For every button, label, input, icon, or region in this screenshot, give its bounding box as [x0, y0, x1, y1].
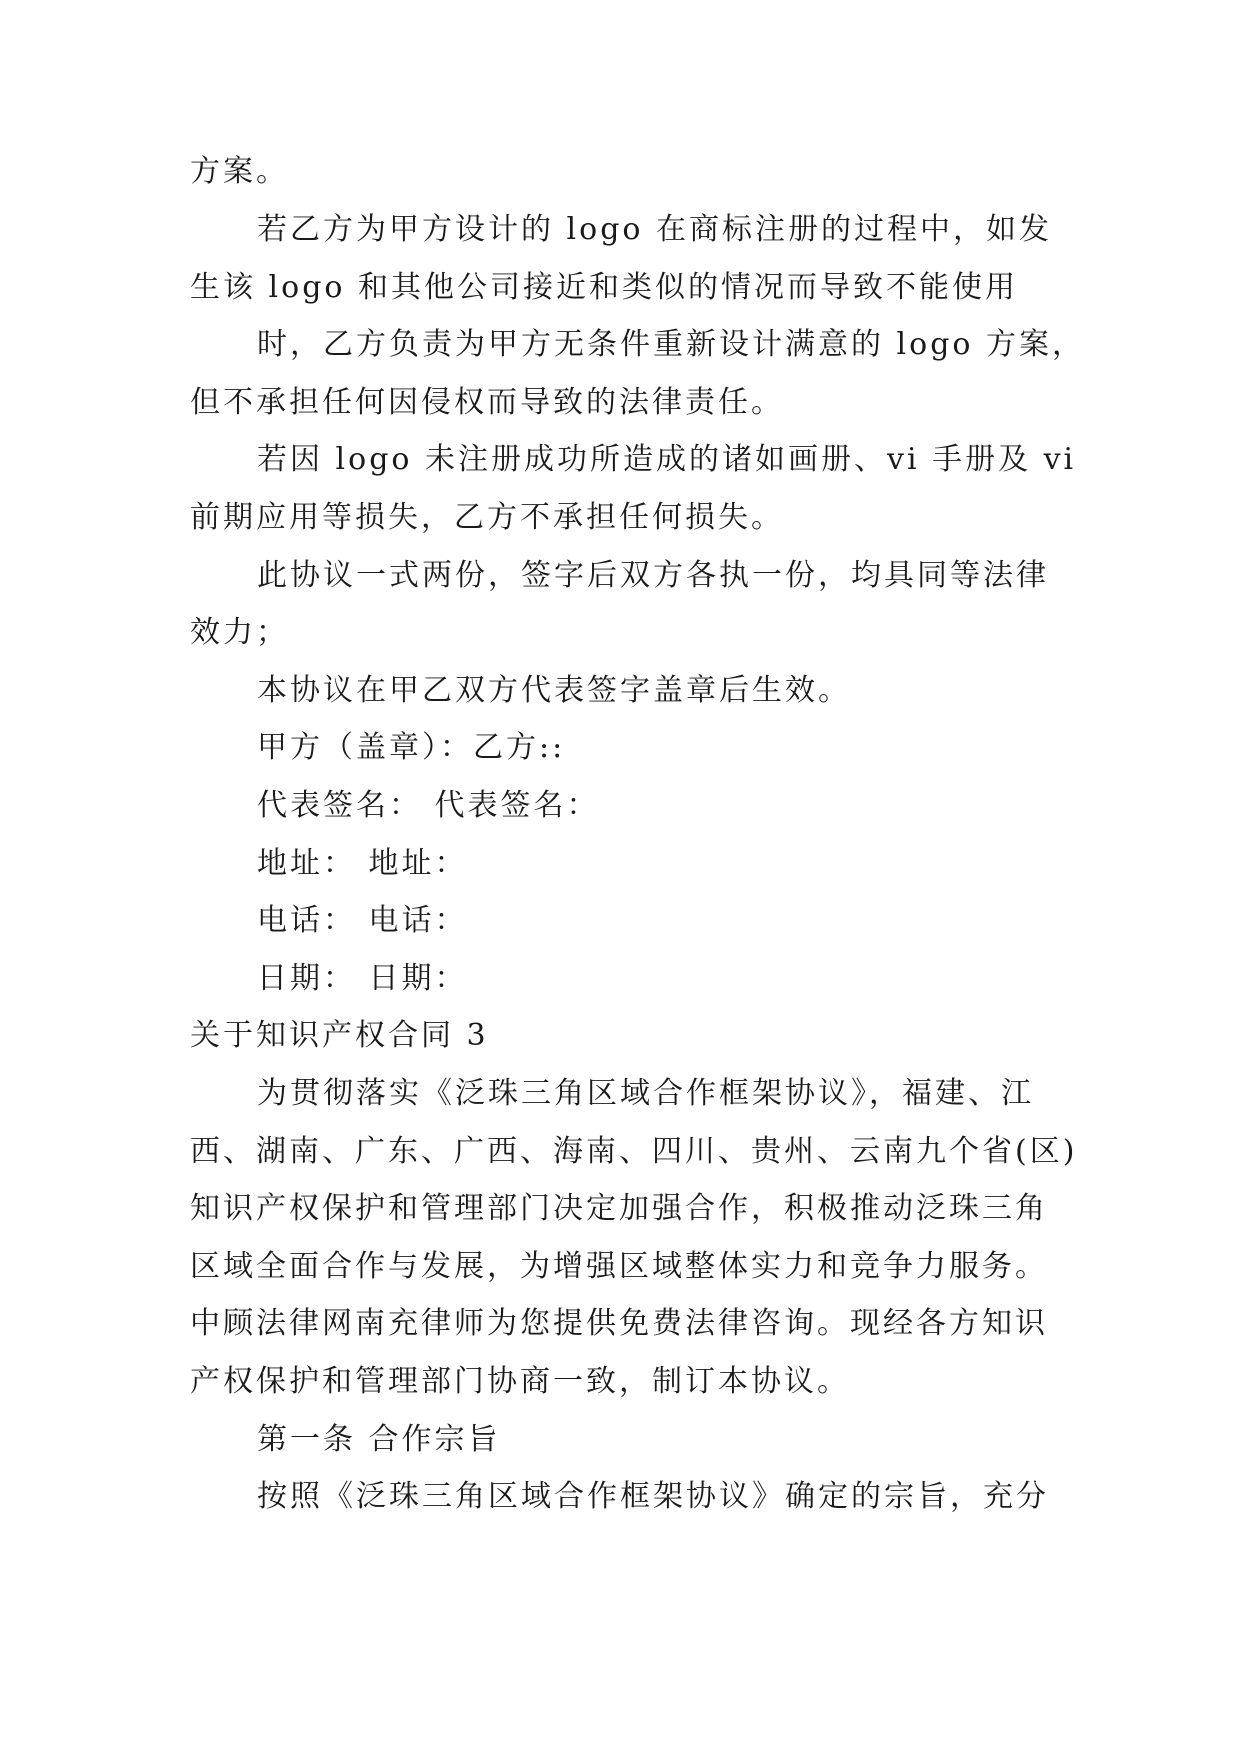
text-line: 效力； — [190, 615, 289, 650]
article-heading: 第一条 合作宗旨 — [257, 1422, 501, 1457]
text-line: 知识产权保护和管理部门决定加强合作，积极推动泛珠三角 — [190, 1191, 1048, 1226]
text-line: 时，乙方负责为甲方无条件重新设计满意的 logo 方案， — [257, 327, 1085, 362]
text-line: 方案。 — [190, 154, 289, 189]
text-line: 区域全面合作与发展，为增强区域整体实力和竞争力服务。 — [190, 1249, 1048, 1284]
signature-date-line: 日期： 日期： — [257, 961, 468, 996]
text-line: 中顾法律网南充律师为您提供免费法律咨询。现经各方知识 — [190, 1306, 1048, 1341]
text-line: 生该 logo 和其他公司接近和类似的情况而导致不能使用 — [190, 270, 1018, 305]
signature-phone-line: 电话： 电话： — [257, 903, 468, 938]
signature-representative-line: 代表签名： 代表签名： — [257, 788, 600, 823]
section-heading: 关于知识产权合同 3 — [190, 1018, 489, 1053]
text-line: 但不承担任何因侵权而导致的法律责任。 — [190, 385, 784, 420]
text-line: 此协议一式两份，签字后双方各执一份，均具同等法律 — [257, 558, 1049, 593]
text-line: 前期应用等损失，乙方不承担任何损失。 — [190, 500, 784, 535]
text-line: 若因 logo 未注册成功所造成的诸如画册、vi 手册及 vi — [257, 442, 1077, 477]
text-line: 西、湖南、广东、广西、海南、四川、贵州、云南九个省(区) — [190, 1134, 1078, 1169]
text-line: 若乙方为甲方设计的 logo 在商标注册的过程中，如发 — [257, 212, 1052, 247]
text-line: 本协议在甲乙双方代表签字盖章后生效。 — [257, 673, 851, 708]
text-line: 按照《泛珠三角区域合作框架协议》确定的宗旨，充分 — [257, 1479, 1049, 1514]
signature-address-line: 地址： 地址： — [257, 846, 468, 881]
signature-party-line: 甲方（盖章）：乙方:: — [257, 730, 566, 765]
text-line: 产权保护和管理部门协商一致，制订本协议。 — [190, 1364, 850, 1399]
text-line: 为贯彻落实《泛珠三角区域合作框架协议》，福建、江 — [257, 1076, 1034, 1111]
